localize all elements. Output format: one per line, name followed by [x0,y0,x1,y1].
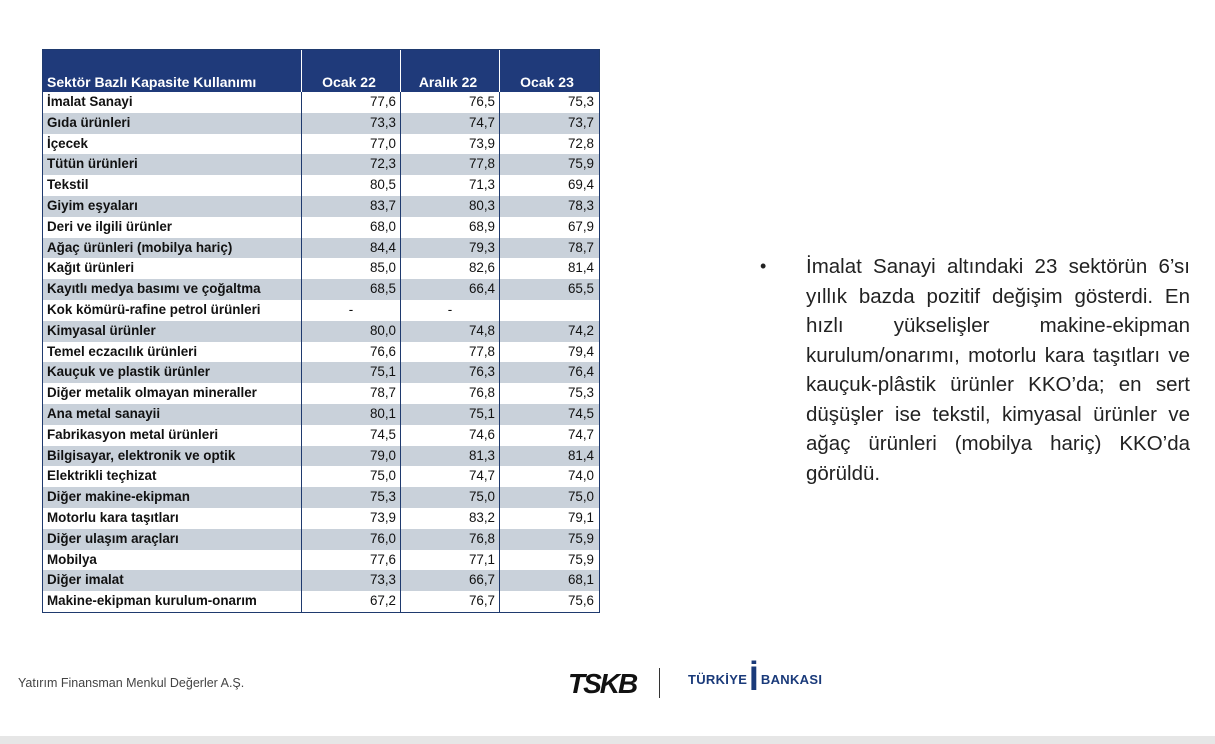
aralik-22-cell: 73,9 [400,134,499,155]
capacity-utilization-table [42,49,600,613]
ocak-23-cell: 79,1 [499,508,598,529]
sector-cell: Kağıt ürünleri [47,260,135,276]
company-name: Yatırım Finansman Menkul Değerler A.Ş. [18,676,245,690]
ocak-22-cell: 77,6 [301,550,400,571]
ocak-22-cell: 77,6 [301,92,400,113]
sector-cell: İmalat Sanayi [47,94,133,109]
ocak-22-cell: 80,1 [301,404,400,425]
sector-cell: Mobilya [47,551,97,567]
sector-cell: Kok kömürü-rafine petrol ürünleri [47,301,261,317]
table-row [43,175,599,196]
ocak-23-cell: 69,4 [499,175,598,196]
aralik-22-cell: 74,7 [400,113,499,134]
ocak-23-cell: 81,4 [499,258,598,279]
ocak-23-cell [499,300,598,321]
sector-cell: Diğer imalat [47,572,124,588]
table-row [43,508,599,529]
commentary-bullet [760,252,1190,488]
ocak-22-cell: 75,0 [301,466,400,487]
sector-cell: Temel eczacılık ürünleri [47,343,198,359]
sector-cell: Gıda ürünleri [47,114,131,130]
sector-cell: Diğer ulaşım araçları [47,530,179,546]
ocak-22-cell: 80,5 [301,175,400,196]
table-row [43,258,599,279]
aralik-22-cell: 76,7 [400,591,499,612]
ocak-22-cell: 83,7 [301,196,400,217]
header-aralik-22: Aralık 22 [400,50,499,92]
aralik-22-cell: 76,8 [400,383,499,404]
ocak-22-cell: 85,0 [301,258,400,279]
table-row [43,362,599,383]
table-row [43,196,599,217]
sector-cell: Ana metal sanayii [47,405,161,421]
sector-cell: Elektrikli teçhizat [47,468,157,484]
table-header [43,50,599,92]
table-row [43,529,599,550]
ocak-22-cell: 67,2 [301,591,400,612]
aralik-22-cell: 74,8 [400,321,499,342]
ocak-23-cell: 73,7 [499,113,598,134]
bottom-bar [0,736,1215,744]
ocak-23-cell: 68,1 [499,570,598,591]
aralik-22-cell: - [400,300,499,321]
ocak-23-cell: 65,5 [499,279,598,300]
ocak-22-cell: 75,3 [301,487,400,508]
aralik-22-cell: 68,9 [400,217,499,238]
ocak-22-cell: 73,3 [301,113,400,134]
sector-cell: Kauçuk ve plastik ürünler [47,364,210,380]
ocak-22-cell: - [301,300,400,321]
aralik-22-cell: 75,1 [400,404,499,425]
ocak-23-cell: 67,9 [499,217,598,238]
ocak-23-cell: 75,0 [499,487,598,508]
table-row [43,134,599,155]
ocak-23-cell: 72,8 [499,134,598,155]
bullet-marker: • [760,256,767,276]
aralik-22-cell: 77,8 [400,342,499,363]
aralik-22-cell: 76,8 [400,529,499,550]
table-row [43,321,599,342]
sector-cell: İçecek [47,135,88,151]
header-sector: Sektör Bazlı Kapasite Kullanımı [47,74,257,90]
ocak-22-cell: 77,0 [301,134,400,155]
table-row [43,217,599,238]
table-row [43,550,599,571]
sector-cell: Fabrikasyon metal ürünleri [47,426,219,442]
sector-cell: Diğer metalik olmayan mineraller [47,385,257,401]
ocak-23-cell: 74,2 [499,321,598,342]
ocak-23-cell: 74,0 [499,466,598,487]
aralik-22-cell: 76,3 [400,362,499,383]
table-row [43,466,599,487]
aralik-22-cell: 66,4 [400,279,499,300]
aralik-22-cell: 77,8 [400,154,499,175]
ocak-23-cell: 75,6 [499,591,598,612]
sector-cell: Kayıtlı medya basımı ve çoğaltma [47,281,261,297]
sector-cell: Giyim eşyaları [47,197,138,213]
aralik-22-cell: 71,3 [400,175,499,196]
sector-cell: Diğer makine-ekipman [47,489,190,505]
ocak-22-cell: 76,0 [301,529,400,550]
table-row [43,404,599,425]
ocak-23-cell: 75,9 [499,550,598,571]
tskb-logo: TSKB [568,668,637,699]
isbank-logo: TÜRKİYE İ BANKASI [688,660,823,698]
ocak-23-cell: 75,3 [499,92,598,113]
sector-cell: Kimyasal ürünler [47,322,156,338]
sector-cell: Motorlu kara taşıtları [47,509,179,525]
ocak-23-cell: 78,7 [499,238,598,259]
ocak-22-cell: 79,0 [301,446,400,467]
ocak-23-cell: 74,5 [499,404,598,425]
table-row [43,279,599,300]
ocak-22-cell: 68,5 [301,279,400,300]
aralik-22-cell: 74,6 [400,425,499,446]
table-row [43,300,599,321]
ocak-22-cell: 75,1 [301,362,400,383]
table-row [43,92,599,113]
ocak-22-cell: 73,9 [301,508,400,529]
ocak-22-cell: 72,3 [301,154,400,175]
aralik-22-cell: 80,3 [400,196,499,217]
ocak-23-cell: 81,4 [499,446,598,467]
table-row [43,446,599,467]
aralik-22-cell: 79,3 [400,238,499,259]
aralik-22-cell: 75,0 [400,487,499,508]
ocak-23-cell: 74,7 [499,425,598,446]
table-row [43,570,599,591]
table-row [43,154,599,175]
ocak-23-cell: 75,9 [499,529,598,550]
table-row [43,113,599,134]
table-row [43,342,599,363]
ocak-22-cell: 76,6 [301,342,400,363]
table-row [43,425,599,446]
ocak-23-cell: 79,4 [499,342,598,363]
ocak-23-cell: 75,3 [499,383,598,404]
aralik-22-cell: 82,6 [400,258,499,279]
ocak-22-cell: 68,0 [301,217,400,238]
commentary-text: İmalat Sanayi altındaki 23 sektörün 6’sı yıllık bazda pozitif değişim gösterdi. En hızlı yükselişler makine-ekipman kurulum/onarımı, motorlu kara taşıtları ve kauçuk-plâstik ürünler KKO’da; en sert düşüşler ise tekstil, kimyasal ürünler ve ağaç ürünleri (mobilya hariç) KKO’da görüldü. [806,255,1190,485]
ocak-23-cell: 78,3 [499,196,598,217]
ocak-22-cell: 78,7 [301,383,400,404]
table-body [43,92,599,612]
aralik-22-cell: 66,7 [400,570,499,591]
isbank-mark-icon: İ [749,660,759,698]
aralik-22-cell: 81,3 [400,446,499,467]
logo-divider [659,668,660,698]
ocak-22-cell: 84,4 [301,238,400,259]
sector-cell: Deri ve ilgili ürünler [47,218,173,234]
table-row [43,591,599,612]
ocak-23-cell: 75,9 [499,154,598,175]
sector-cell: Ağaç ürünleri (mobilya hariç) [47,239,233,255]
ocak-22-cell: 80,0 [301,321,400,342]
table-row [43,238,599,259]
sector-cell: Bilgisayar, elektronik ve optik [47,447,236,463]
ocak-23-cell: 76,4 [499,362,598,383]
aralik-22-cell: 77,1 [400,550,499,571]
table-row [43,383,599,404]
sector-cell: Tütün ürünleri [47,156,138,172]
aralik-22-cell: 76,5 [400,92,499,113]
ocak-22-cell: 73,3 [301,570,400,591]
header-ocak-23: Ocak 23 [499,50,598,92]
sector-cell: Makine-ekipman kurulum-onarım [47,593,257,609]
header-ocak-22: Ocak 22 [301,50,400,92]
sector-cell: Tekstil [47,177,89,193]
ocak-22-cell: 74,5 [301,425,400,446]
aralik-22-cell: 74,7 [400,466,499,487]
aralik-22-cell: 83,2 [400,508,499,529]
table-row [43,487,599,508]
